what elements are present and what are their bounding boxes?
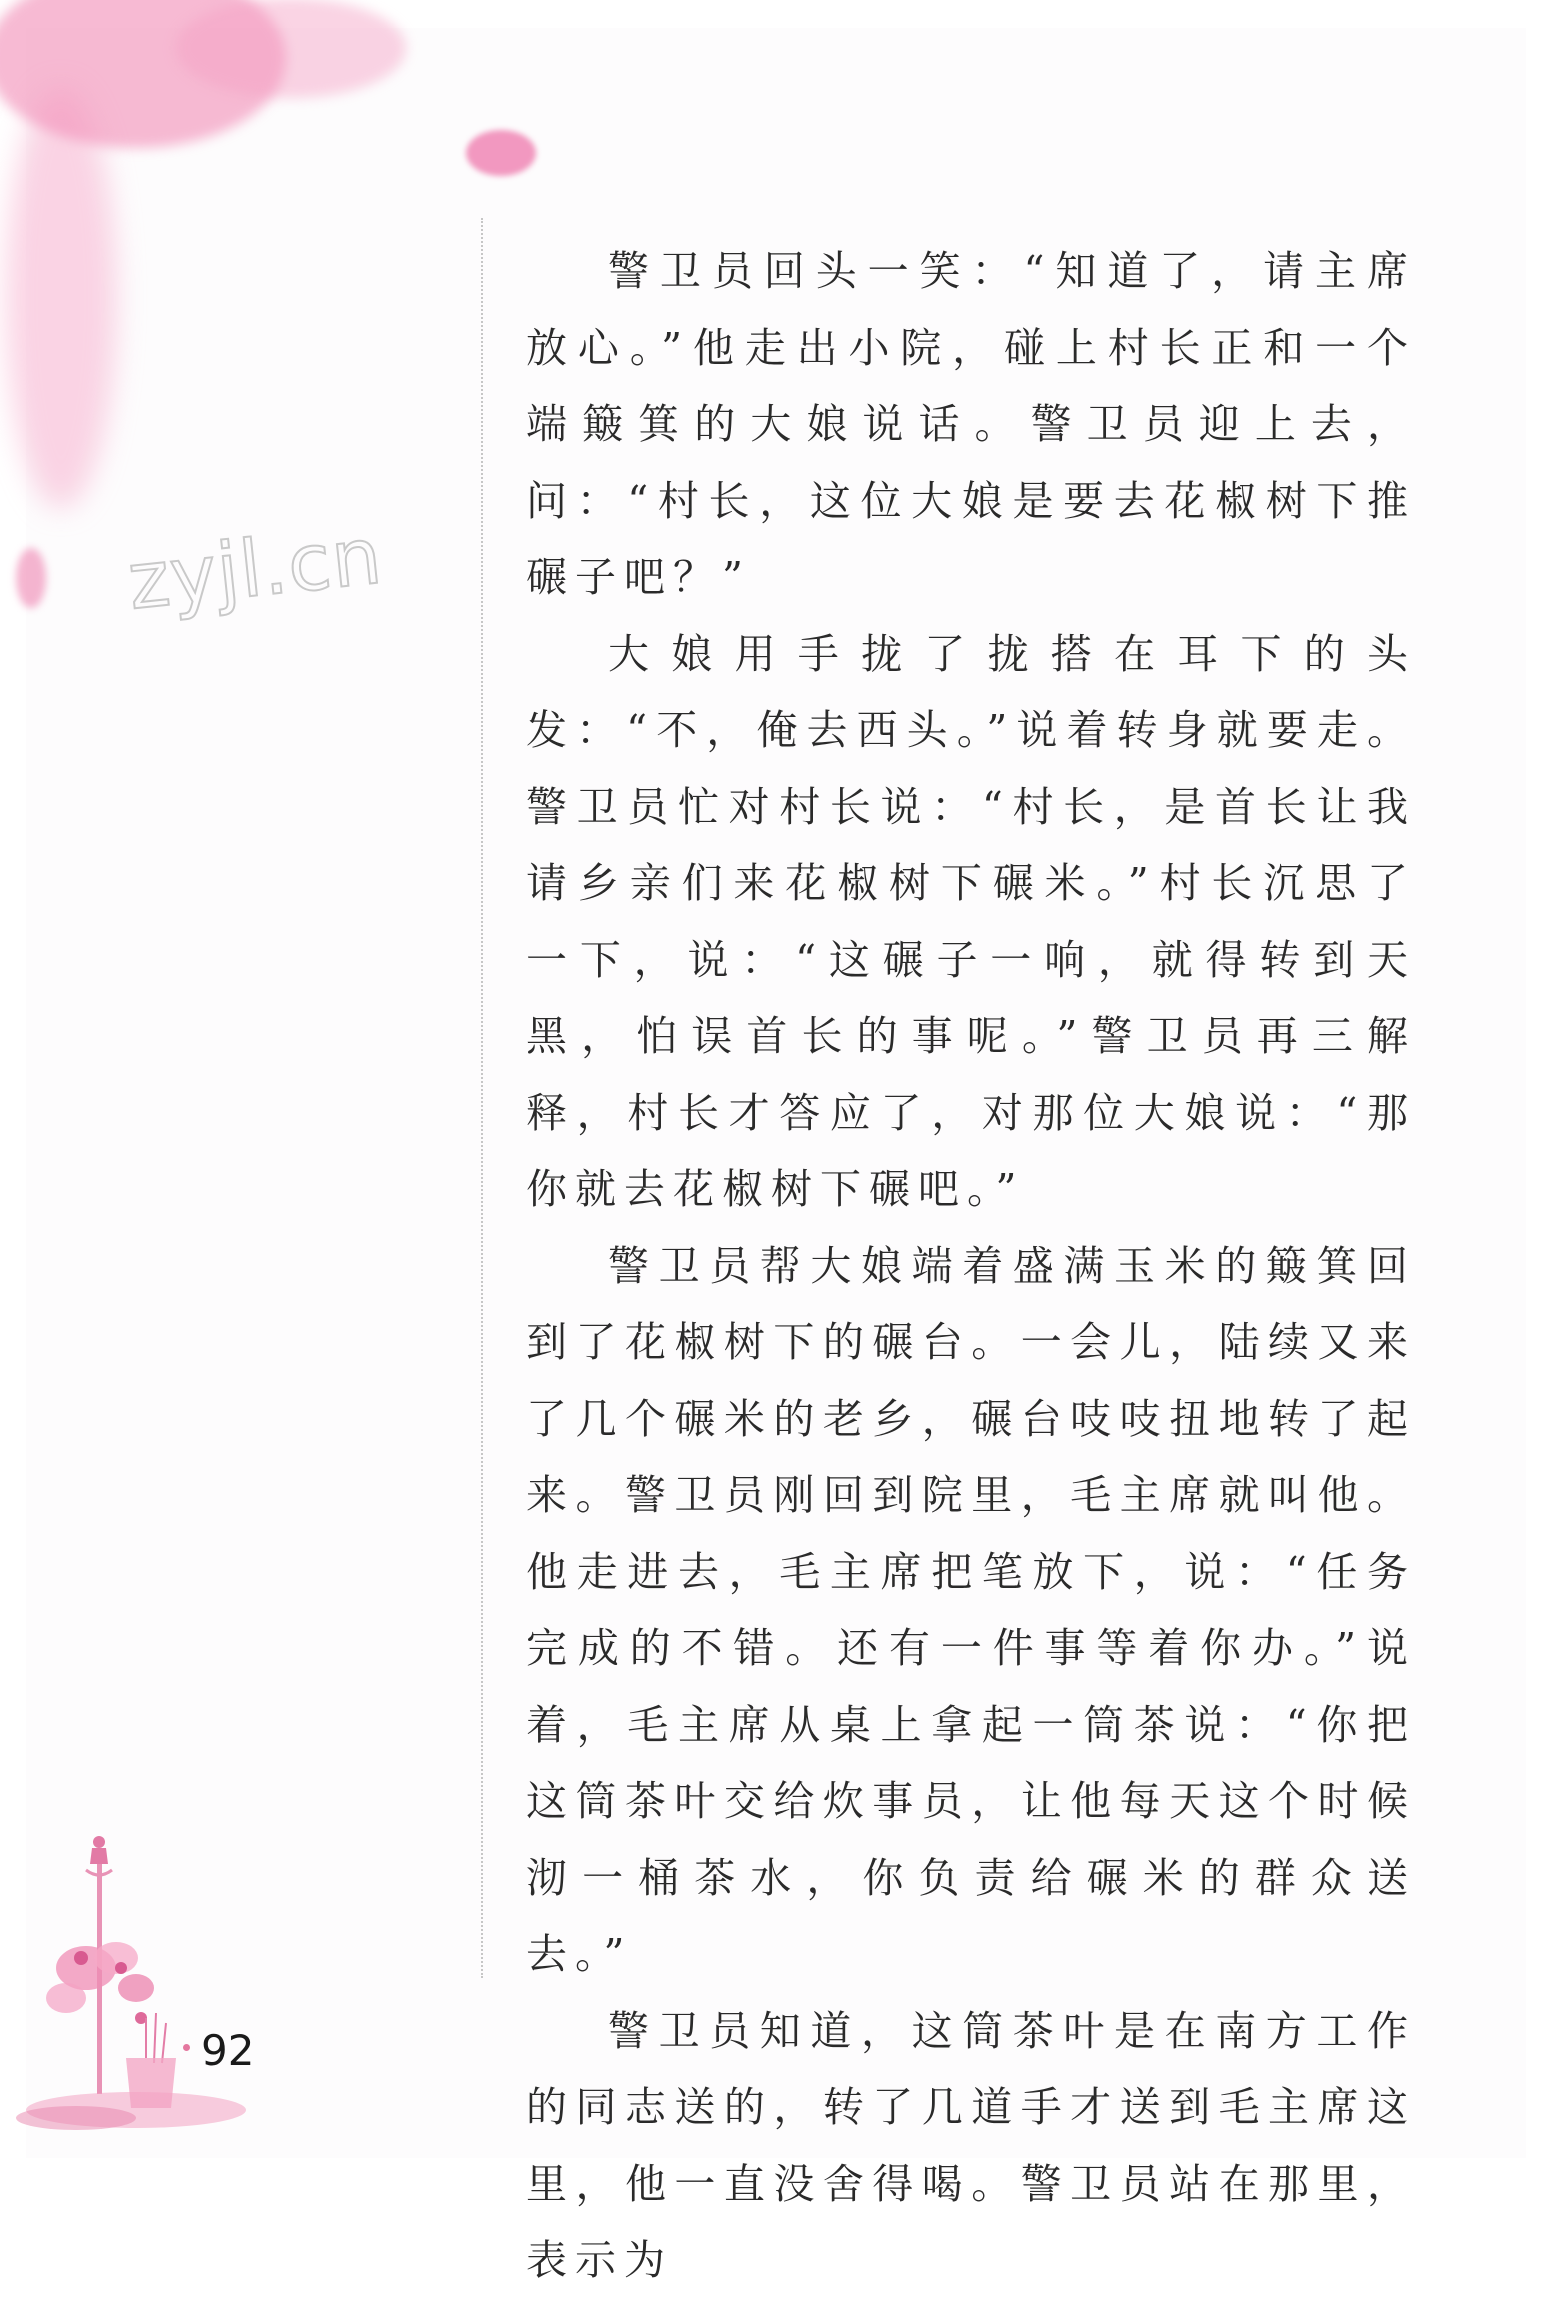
lamp-post-flower-illustration: [26, 1818, 256, 2138]
page-number: 92: [201, 2026, 255, 2075]
book-page: [26, 28, 1526, 2284]
margin-dotted-rule: [481, 218, 483, 1978]
pink-watercolor-splash: [16, 548, 46, 608]
flower-cluster: [46, 1942, 166, 2063]
page-number-dot: [183, 2044, 190, 2051]
pink-watercolor-splash: [6, 88, 116, 508]
ground-splash: [16, 2092, 246, 2130]
body-text: [526, 233, 1416, 2299]
watermark: zyjl.cn: [124, 511, 387, 628]
pink-watercolor-splash: [176, 0, 406, 98]
paragraph: 警卫员帮大娘端着盛满玉米的簸箕回到了花椒树下的碾台。一会儿，陆续又来了几个碾米的老乡，碾台吱吱扭地转了起来。警卫员刚回到院里，毛主席就叫他。他走进去，毛主席把笔放下，说：“任务完成的不错。还有一件事等着你办。”说着，毛主席从桌上拿起一筒茶说：“你把这筒茶叶交给炊事员，让他每天这个时候沏一桶茶水，你负责给碾米的群众送去。”: [526, 1241, 1416, 1978]
pink-watercolor-splash: [466, 130, 536, 176]
paragraph: 警卫员知道，这筒茶叶是在南方工作的同志送的，转了几道手才送到毛主席这里，他一直没舍得喝。警卫员站在那里，表示为: [526, 2006, 1416, 2284]
paragraph: 警卫员回头一笑：“知道了，请主席放心。”他走出小院，碰上村长正和一个端簸箕的大娘说话。警卫员迎上去，问：“村长，这位大娘是要去花椒树下推碾子吧？”: [526, 247, 1416, 601]
paragraph: 大娘用手拢了拢搭在耳下的头发：“不，俺去西头。”说着转身就要走。警卫员忙对村长说：“村长，是首长让我请乡亲们来花椒树下碾米。”村长沉思了一下，说：“这碾子一响，就得转到天黑，怕误首长的事呢。”警卫员再三解释，村长才答应了，对那位大娘说：“那你就去花椒树下碾吧。”: [526, 629, 1416, 1213]
